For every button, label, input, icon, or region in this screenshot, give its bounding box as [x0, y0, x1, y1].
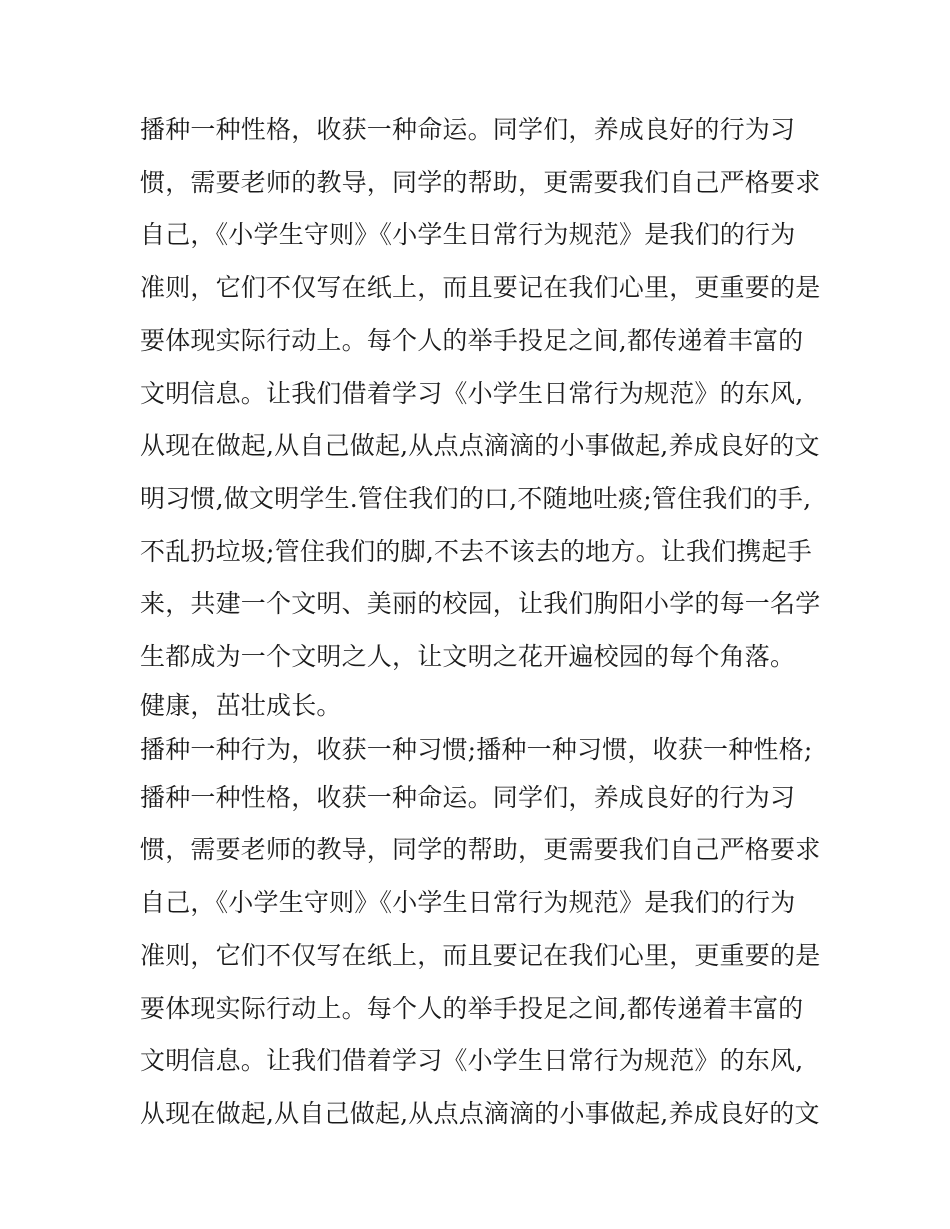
- text-line: 要体现实际行动上。每个人的举手投足之间,都传递着丰富的: [140, 325, 804, 355]
- text-line: 自己，《小学生守则》《小学生日常行为规范》是我们的行为: [140, 220, 796, 250]
- text-line: 从现在做起,从自己做起,从点点滴滴的小事做起,养成良好的文: [140, 431, 820, 461]
- text-line: 自己，《小学生守则》《小学生日常行为规范》是我们的行为: [140, 888, 796, 918]
- text-line: 要体现实际行动上。每个人的举手投足之间,都传递着丰富的: [140, 993, 804, 1023]
- text-line: 文明信息。让我们借着学习《小学生日常行为规范》的东风,: [140, 1046, 804, 1076]
- text-line: 从现在做起,从自己做起,从点点滴滴的小事做起,养成良好的文: [140, 1098, 820, 1128]
- text-line: 不乱扔垃圾;管住我们的脚,不去不该去的地方。让我们携起手: [140, 536, 812, 566]
- text-line: 明习惯,做文明学生.管住我们的口,不随地吐痰;管住我们的手,: [140, 483, 812, 513]
- document-body: [140, 104, 820, 1141]
- text-line: 准则，它们不仅写在纸上，而且要记在我们心里，更重要的是: [140, 273, 821, 303]
- text-line: 播种一种性格，收获一种命运。同学们，养成良好的行为习: [140, 782, 796, 812]
- text-line: 播种一种行为，收获一种习惯;播种一种习惯，收获一种性格;: [140, 734, 813, 764]
- text-line: 来，共建一个文明、美丽的校园，让我们朐阳小学的每一名学: [140, 589, 821, 619]
- text-line: 生都成为一个文明之人，让文明之花开遍校园的每个角落。: [140, 642, 796, 672]
- text-line: 播种一种性格，收获一种命运。同学们，养成良好的行为习: [140, 115, 796, 144]
- text-line: 健康，茁壮成长。: [140, 690, 342, 720]
- text-line: 惯，需要老师的教导，同学的帮助，更需要我们自己严格要求: [140, 835, 821, 865]
- text-line: 文明信息。让我们借着学习《小学生日常行为规范》的东风,: [140, 378, 804, 408]
- text-line: 惯，需要老师的教导，同学的帮助，更需要我们自己严格要求: [140, 167, 821, 197]
- text-line: 准则，它们不仅写在纸上，而且要记在我们心里，更重要的是: [140, 940, 821, 970]
